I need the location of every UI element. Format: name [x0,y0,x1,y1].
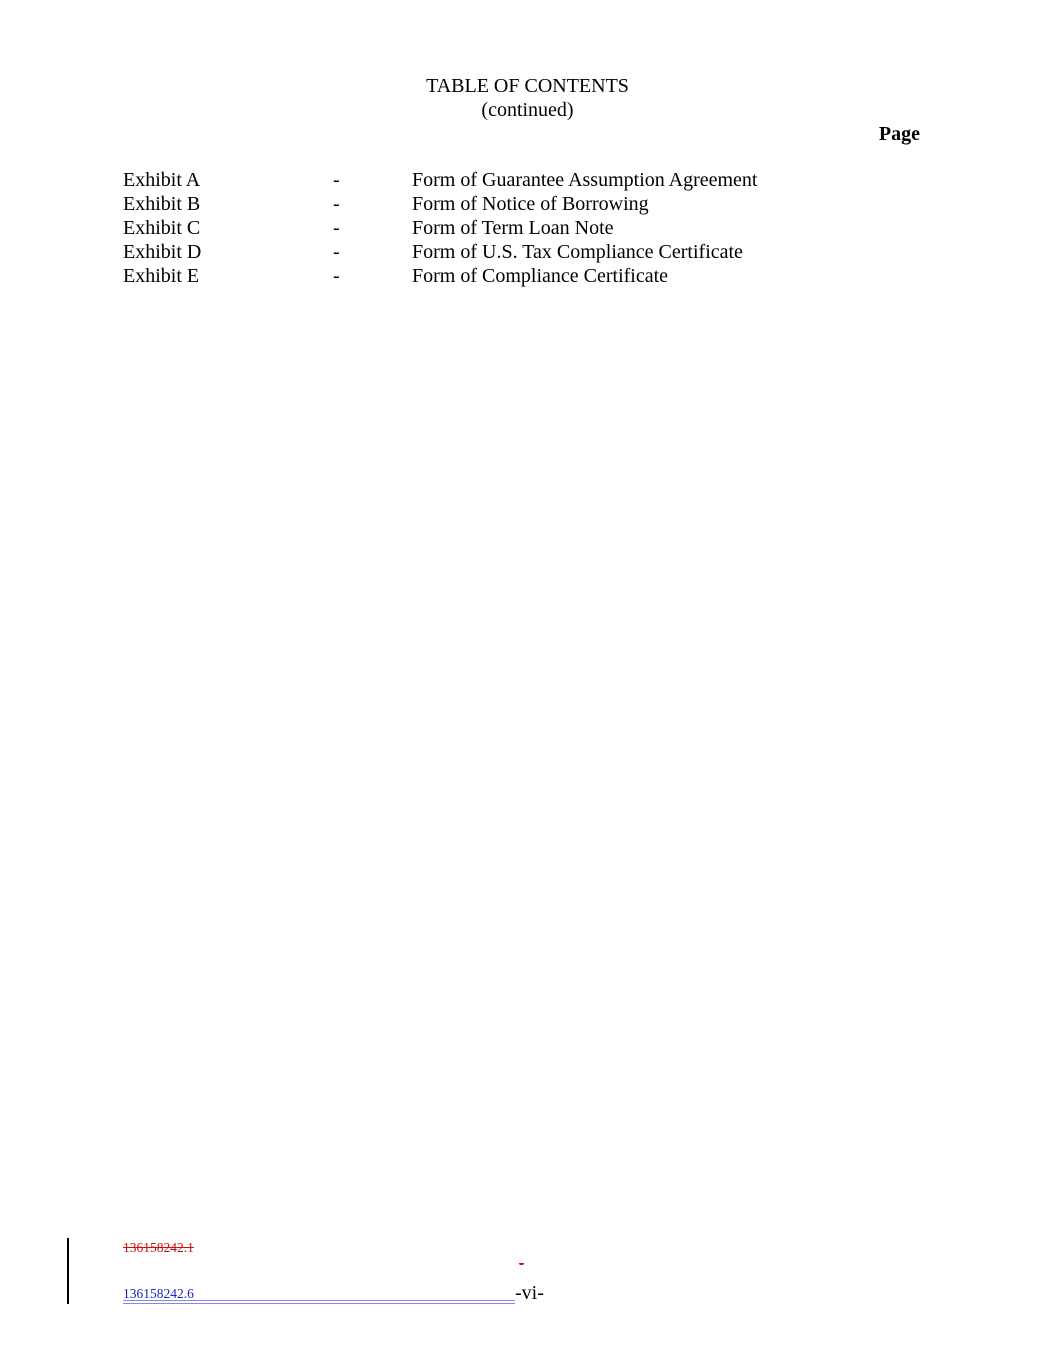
exhibit-label: Exhibit B [123,193,201,215]
toc-title: TABLE OF CONTENTS [426,75,629,97]
exhibit-description: Form of Term Loan Note [412,217,614,239]
exhibit-description: Form of Compliance Certificate [412,265,669,287]
exhibit-description: Form of U.S. Tax Compliance Certificate [412,241,743,263]
exhibit-label: Exhibit A [123,169,201,191]
exhibit-separator: - [333,241,340,263]
exhibit-separator: - [333,193,340,215]
exhibit-description: Form of Notice of Borrowing [412,193,649,215]
exhibit-list [123,168,923,288]
exhibit-label: Exhibit C [123,217,201,239]
exhibit-row [123,264,923,288]
current-document-number: 136158242.6 [123,1286,194,1301]
exhibit-row [123,216,923,240]
exhibit-label: Exhibit D [123,241,202,263]
deleted-page-mark: - [519,1256,524,1272]
exhibit-row [123,240,923,264]
footer-double-underline [123,1300,515,1304]
exhibit-description: Form of Guarantee Assumption Agreement [412,169,758,191]
page-number: -vi- [515,1282,544,1304]
deleted-document-number: 136158242.1 [123,1240,194,1255]
exhibit-separator: - [333,169,340,191]
exhibit-row [123,168,923,192]
exhibit-separator: - [333,265,340,287]
exhibit-label: Exhibit E [123,265,200,287]
page-column-label: Page [878,123,920,145]
toc-subtitle: (continued) [481,99,574,121]
revision-change-bar [67,1238,69,1304]
exhibit-separator: - [333,217,340,239]
exhibit-row [123,192,923,216]
